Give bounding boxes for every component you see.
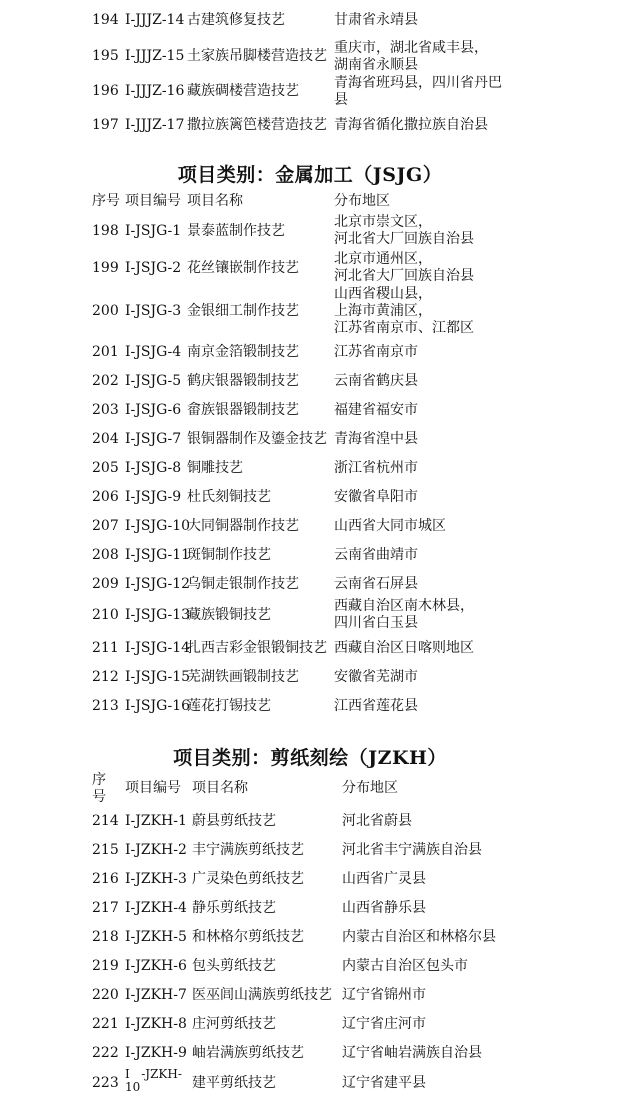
row-code: Ⅰ-JSJG-13 — [125, 607, 191, 623]
row-number: 197 — [92, 117, 119, 133]
row-number: 212 — [92, 669, 119, 685]
row-code: Ⅰ-JSJG-12 — [125, 576, 191, 592]
header-location: 分布地区 — [334, 193, 390, 209]
row-name: 杜氏刻铜技艺 — [187, 489, 271, 505]
row-code: Ⅰ-JSJG-8 — [125, 460, 182, 476]
row-name: 丰宁满族剪纸技艺 — [192, 842, 304, 858]
row-code: Ⅰ-JZKH-4 — [125, 900, 187, 916]
row-name: 静乐剪纸技艺 — [192, 900, 276, 916]
code-part: Ⅰ — [125, 1067, 130, 1081]
location-line: 湖南省永顺县 — [334, 57, 418, 73]
row-name: 蔚县剪纸技艺 — [192, 813, 276, 829]
row-number: 194 — [92, 12, 119, 28]
row-name: 乌铜走银制作技艺 — [187, 576, 299, 592]
row-number: 221 — [92, 1016, 119, 1032]
row-number: 204 — [92, 431, 119, 447]
row-number: 211 — [92, 640, 119, 656]
header-number: 序号 — [92, 193, 120, 209]
location-line: 河北省大厂回族自治县 — [334, 268, 474, 284]
row-location — [334, 251, 474, 285]
row-name: 金银细工制作技艺 — [187, 303, 299, 319]
row-name: 花丝镶嵌制作技艺 — [187, 260, 299, 276]
row-name: 畲族银器锻制技艺 — [187, 402, 299, 418]
section-title: 项目类别：金属加工（JSJG） — [177, 164, 443, 186]
row-number: 213 — [92, 698, 119, 714]
row-location: 河北省丰宁满族自治县 — [342, 842, 482, 858]
row-number: 210 — [92, 607, 119, 623]
row-name: 庄河剪纸技艺 — [192, 1016, 276, 1032]
row-number: 195 — [92, 48, 119, 64]
row-name: 藏族碉楼营造技艺 — [187, 83, 299, 99]
row-location: 内蒙古自治区包头市 — [342, 958, 468, 974]
row-number: 200 — [92, 303, 119, 319]
row-code: Ⅰ-JSJG-3 — [125, 303, 182, 319]
row-location: 江西省莲花县 — [334, 698, 418, 714]
row-name: 银铜器制作及鎏金技艺 — [187, 431, 327, 447]
row-name: 铜雕技艺 — [187, 460, 243, 476]
row-number: 220 — [92, 987, 119, 1003]
row-code: Ⅰ-JJJZ-17 — [125, 117, 185, 133]
row-location: 辽宁省锦州市 — [342, 987, 426, 1003]
row-location: 青海省湟中县 — [334, 431, 418, 447]
section-title: 项目类别：剪纸刻绘（JZKH） — [173, 747, 447, 769]
row-location: 云南省曲靖市 — [334, 547, 418, 563]
row-code: Ⅰ-JJJZ-16 — [125, 83, 185, 99]
row-number: 199 — [92, 260, 119, 276]
row-code: Ⅰ-JSJG-9 — [125, 489, 182, 505]
header-name: 项目名称 — [187, 193, 243, 209]
row-number: 209 — [92, 576, 119, 592]
row-location: 浙江省杭州市 — [334, 460, 418, 476]
row-code: Ⅰ-JZKH-2 — [125, 842, 187, 858]
row-code: Ⅰ-JZKH-9 — [125, 1045, 187, 1061]
location-line: 江苏省南京市、江都区 — [334, 320, 474, 336]
row-name: 大同铜器制作技艺 — [187, 518, 299, 534]
row-location: 云南省石屏县 — [334, 576, 418, 592]
row-name: 藏族锻铜技艺 — [187, 607, 271, 623]
header-code: 项目编号 — [125, 193, 181, 209]
row-number: 205 — [92, 460, 119, 476]
row-number: 218 — [92, 929, 119, 945]
row-number: 196 — [92, 83, 119, 99]
row-name: 包头剪纸技艺 — [192, 958, 276, 974]
location-line: 青海省班玛县，四川省丹巴 — [334, 75, 502, 91]
row-code: Ⅰ-JZKH-8 — [125, 1016, 187, 1032]
row-number: 203 — [92, 402, 119, 418]
row-name: 斑铜制作技艺 — [187, 547, 271, 563]
row-code: Ⅰ-JZKH-1 — [125, 813, 187, 829]
row-location: 西藏自治区日喀则地区 — [334, 640, 474, 656]
row-code: Ⅰ-JSJG-16 — [125, 698, 191, 714]
row-code: Ⅰ-JSJG-10 — [125, 518, 191, 534]
location-line: 西藏自治区南木林县， — [334, 598, 474, 614]
header-number — [92, 772, 106, 806]
row-location: 山西省广灵县 — [342, 871, 426, 887]
row-code: Ⅰ-JZKH-6 — [125, 958, 187, 974]
row-number: 207 — [92, 518, 119, 534]
header-code: 项目编号 — [125, 780, 181, 796]
row-name: 南京金箔锻制技艺 — [187, 344, 299, 360]
row-code: Ⅰ-JZKH-7 — [125, 987, 187, 1003]
row-name: 和林格尔剪纸技艺 — [192, 929, 304, 945]
row-location: 辽宁省岫岩满族自治县 — [342, 1045, 482, 1061]
row-name: 土家族吊脚楼营造技艺 — [187, 48, 327, 64]
header-location: 分布地区 — [342, 780, 398, 796]
location-line: 四川省白玉县 — [334, 615, 418, 631]
row-code: Ⅰ-JSJG-4 — [125, 344, 182, 360]
row-code — [125, 1068, 182, 1094]
row-location: 安徽省阜阳市 — [334, 489, 418, 505]
location-line: 河北省大厂回族自治县 — [334, 231, 474, 247]
row-location: 河北省蔚县 — [342, 813, 412, 829]
header-number-line: 序 — [92, 772, 106, 788]
row-number: 217 — [92, 900, 119, 916]
row-location — [334, 598, 474, 632]
row-location: 江苏省南京市 — [334, 344, 418, 360]
row-number: 219 — [92, 958, 119, 974]
code-part: -JZKH- — [141, 1067, 182, 1081]
row-name: 医巫闾山满族剪纸技艺 — [192, 987, 332, 1003]
row-location — [334, 75, 502, 109]
location-line: 山西省稷山县， — [334, 286, 432, 302]
row-name: 莲花打锡技艺 — [187, 698, 271, 714]
row-code: Ⅰ-JSJG-7 — [125, 431, 182, 447]
row-code: Ⅰ-JJJZ-15 — [125, 48, 185, 64]
row-code: Ⅰ-JSJG-5 — [125, 373, 182, 389]
row-number: 201 — [92, 344, 119, 360]
row-code: Ⅰ-JSJG-6 — [125, 402, 182, 418]
row-code: Ⅰ-JSJG-15 — [125, 669, 191, 685]
row-name: 景泰蓝制作技艺 — [187, 223, 285, 239]
row-code: Ⅰ-JZKH-3 — [125, 871, 187, 887]
row-number: 215 — [92, 842, 119, 858]
row-number: 223 — [92, 1075, 119, 1091]
row-location: 辽宁省建平县 — [342, 1075, 426, 1091]
header-number-line: 号 — [92, 789, 106, 805]
code-line: 10 — [125, 1080, 141, 1094]
row-number: 198 — [92, 223, 119, 239]
row-location: 山西省静乐县 — [342, 900, 426, 916]
row-number: 222 — [92, 1045, 119, 1061]
row-location — [334, 40, 488, 74]
row-location: 辽宁省庄河市 — [342, 1016, 426, 1032]
row-number: 216 — [92, 871, 119, 887]
row-name: 广灵染色剪纸技艺 — [192, 871, 304, 887]
location-line: 重庆市，湖北省咸丰县， — [334, 40, 488, 56]
location-line: 上海市黄浦区， — [334, 303, 432, 319]
row-location: 安徽省芜湖市 — [334, 669, 418, 685]
location-line: 北京市崇文区， — [334, 214, 432, 230]
row-number: 208 — [92, 547, 119, 563]
row-location: 福建省福安市 — [334, 402, 418, 418]
row-name: 撒拉族篱笆楼营造技艺 — [187, 117, 327, 133]
row-location — [334, 286, 474, 337]
row-name: 扎西吉彩金银锻铜技艺 — [187, 640, 327, 656]
row-code: Ⅰ-JSJG-1 — [125, 223, 182, 239]
row-number: 206 — [92, 489, 119, 505]
header-name: 项目名称 — [192, 780, 248, 796]
row-location: 云南省鹤庆县 — [334, 373, 418, 389]
row-name: 建平剪纸技艺 — [192, 1075, 276, 1091]
row-location: 青海省循化撒拉族自治县 — [334, 117, 488, 133]
row-code: Ⅰ-JSJG-14 — [125, 640, 191, 656]
row-location: 内蒙古自治区和林格尔县 — [342, 929, 496, 945]
row-code: Ⅰ-JZKH-5 — [125, 929, 187, 945]
row-name: 芜湖铁画锻制技艺 — [187, 669, 299, 685]
row-name: 鹤庆银器锻制技艺 — [187, 373, 299, 389]
location-line: 北京市通州区， — [334, 251, 432, 267]
row-number: 214 — [92, 813, 119, 829]
row-name: 岫岩满族剪纸技艺 — [192, 1045, 304, 1061]
location-line: 县 — [334, 92, 348, 108]
row-code: Ⅰ-JJJZ-14 — [125, 12, 185, 28]
row-location: 山西省大同市城区 — [334, 518, 446, 534]
row-code: Ⅰ-JSJG-11 — [125, 547, 191, 563]
row-location: 甘肃省永靖县 — [334, 12, 418, 28]
row-number: 202 — [92, 373, 119, 389]
row-name: 古建筑修复技艺 — [187, 12, 285, 28]
row-location — [334, 214, 474, 248]
row-code: Ⅰ-JSJG-2 — [125, 260, 182, 276]
